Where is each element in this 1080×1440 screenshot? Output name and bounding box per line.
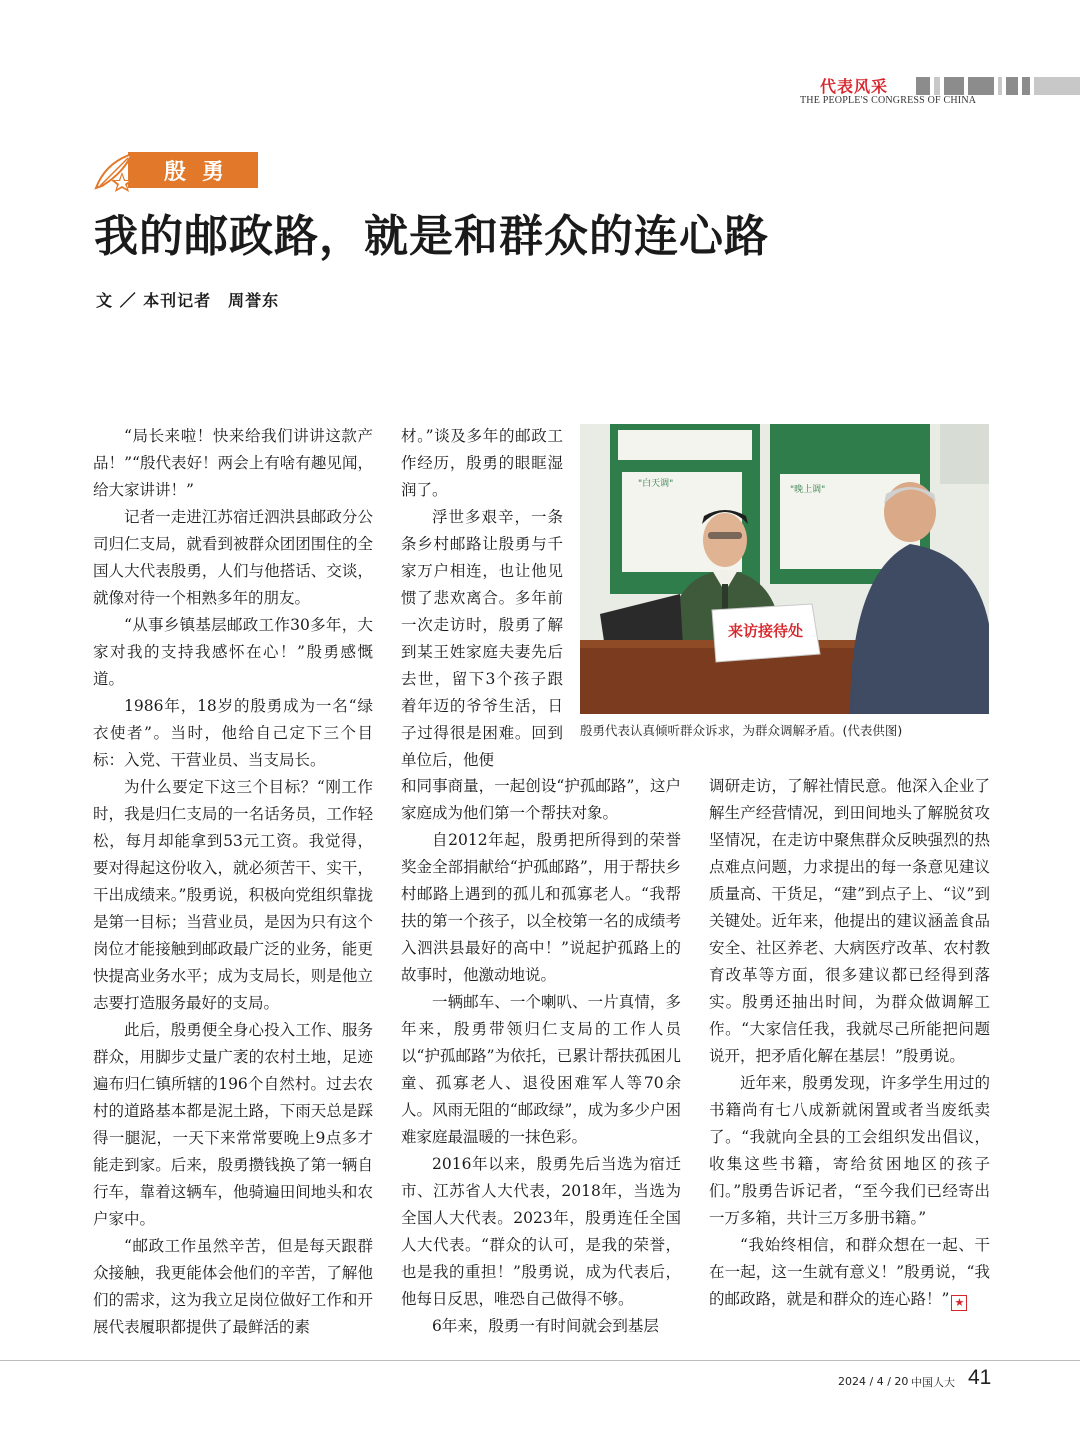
paragraph: 2016年以来，殷勇先后当选为宿迁市、江苏省人大代表，2018年，当选为全国人大代表。2023年，殷勇连任全国人大代表。“群众的认可，是我的荣誉，也是我的重担！”殷勇说，成为代表后，他每日反思，唯恐自己做得不够。 [401,1155,681,1308]
paragraph: 一辆邮车、一个喇叭、一片真情，多年来，殷勇带领归仁支局的工作人员以“护孤邮路”为依托，已累计帮扶孤困儿童、孤寡老人、退役困难军人等70余人。风雨无阻的“邮政绿”，成为多少户困难家庭最温暖的一抹色彩。 [401,993,681,1146]
photo-illustration [580,424,989,714]
paragraph: “邮政工作虽然辛苦，但是每天跟群众接触，我更能体会他们的辛苦，了解他们的需求，这为我立足岗位做好工作和开展代表履职都提供了最鲜活的素 [93,1237,373,1336]
end-star-icon: ★ [951,1295,967,1311]
paragraph: 近年来，殷勇发现，许多学生用过的书籍尚有七八成新就闲置或者当废纸卖了。“我就向全县的工会组织发出倡议，收集这些书籍，寄给贫困地区的孩子们。”殷勇告诉记者，“至今我们已经寄出一万多箱，共计三万多册书籍。” [709,1074,990,1227]
name-tag [92,152,258,188]
photo-caption: 殷勇代表认真倾听群众诉求，为群众调解矛盾。(代表供图) [580,723,903,738]
article-column-2-upper [401,423,563,774]
paragraph: 为什么要定下这三个目标？“刚工作时，我是归仁支局的一名话务员，工作轻松，每月却能拿到53元工资。我觉得，要对得起这份收入，就必须苦干、实干，干出成绩来。”殷勇说，积极向党组织靠拢是第一目标；当营业员，是因为只有这个岗位才能接触到邮政最广泛的业务，能更快提高业务水平；成为支局长，则是他立志要打造服务最好的支局。 [93,778,373,1012]
paragraph: 1986年，18岁的殷勇成为一名“绿衣使者”。当时，他给自己定下三个目标：入党、干营业员、当支局长。 [93,697,373,769]
section-subtitle: THE PEOPLE'S CONGRESS OF CHINA [800,95,977,106]
paragraph: 浮世多艰辛，一条条乡村邮路让殷勇与千家万户相连，也让他见惯了悲欢离合。多年前一次走访时，殷勇了解到某王姓家庭夫妻先后去世，留下3个孩子跟着年迈的爷爷生活，日子过得很是困难。回到单位后，他便 [401,508,563,769]
paragraph: 材。”谈及多年的邮政工作经历，殷勇的眼眶湿润了。 [401,427,563,499]
footer-magazine: 中国人大 [911,1376,955,1389]
paragraph: 记者一走进江苏宿迁泗洪县邮政分公司归仁支局，就看到被群众团团围住的全国人大代表殷勇，人们与他搭话、交谈，就像对待一个相熟多年的朋友。 [93,508,373,607]
paragraph: 自2012年起，殷勇把所得到的荣誉奖金全部捐献给“护孤邮路”，用于帮扶乡村邮路上遇到的孤儿和孤寡老人。“我帮扶的第一个孩子，以全校第一名的成绩考入泗洪县最好的高中！”说起护孤路上的故事时，他激动地说。 [401,831,681,984]
paragraph: 和同事商量，一起创设“护孤邮路”，这户家庭成为他们第一个帮扶对象。 [401,777,681,822]
paragraph: “局长来啦！快来给我们讲讲这款产品！”“殷代表好！两会上有啥有趣见闻，给大家讲讲！” [93,427,373,499]
reception-sign-text: 来访接待处 [728,622,804,640]
page-number: 41 [968,1366,992,1389]
footer-date: 2024 / 4 / 20 [838,1375,909,1388]
paragraph: “从事乡镇基层邮政工作30多年，大家对我的支持我感怀在心！”殷勇感慨道。 [93,616,373,688]
board-label-left: "白天调" [638,479,674,489]
representative-name: 殷勇 [163,160,240,185]
quill-star-icon [92,152,148,192]
article-column-1 [93,423,373,1341]
footer-rule [0,1360,1080,1361]
paragraph: 此后，殷勇便全身心投入工作、服务群众，用脚步丈量广袤的农村土地，足迹遍布归仁镇所辖的196个自然村。过去农村的道路基本都是泥土路，下雨天总是踩得一腿泥，一天下来常常要晚上9点多才能走到家。后来，殷勇攒钱换了第一辆自行车，靠着这辆车，他骑遍田间地头和农户家中。 [93,1021,373,1228]
closing-paragraph-text: “我始终相信，和群众想在一起、干在一起，这一生就有意义！”殷勇说，“我的邮政路，就是和群众的连心路！” [709,1236,990,1308]
paragraph: 6年来，殷勇一有时间就会到基层 [432,1317,659,1335]
article-title: 我的邮政路，就是和群众的连心路 [94,211,769,262]
article-column-3 [709,773,990,1313]
article-column-2-lower [401,773,681,1340]
section-title: 代表风采 [820,77,889,96]
paragraph: 调研走访，了解社情民意。他深入企业了解生产经营情况，到田间地头了解脱贫攻坚情况，在走访中聚焦群众反映强烈的热点难点问题，力求提出的每一条意见建议质量高、干货足，“建”到点子上、“议”到关键处。近年来，他提出的建议涵盖食品安全、社区养老、大病医疗改革、农村教育改革等方面，很多建议都已经得到落实。殷勇还抽出时间，为群众做调解工作。“大家信任我，我就尽己所能把问题说开，把矛盾化解在基层！”殷勇说。 [709,777,990,1065]
article-photo [580,424,989,714]
board-label-right: "晚上调" [790,485,826,495]
header-decor-bars [916,77,1080,95]
byline: 文 ／ 本刊记者 周誉东 [96,291,280,310]
paragraph [709,1232,990,1313]
